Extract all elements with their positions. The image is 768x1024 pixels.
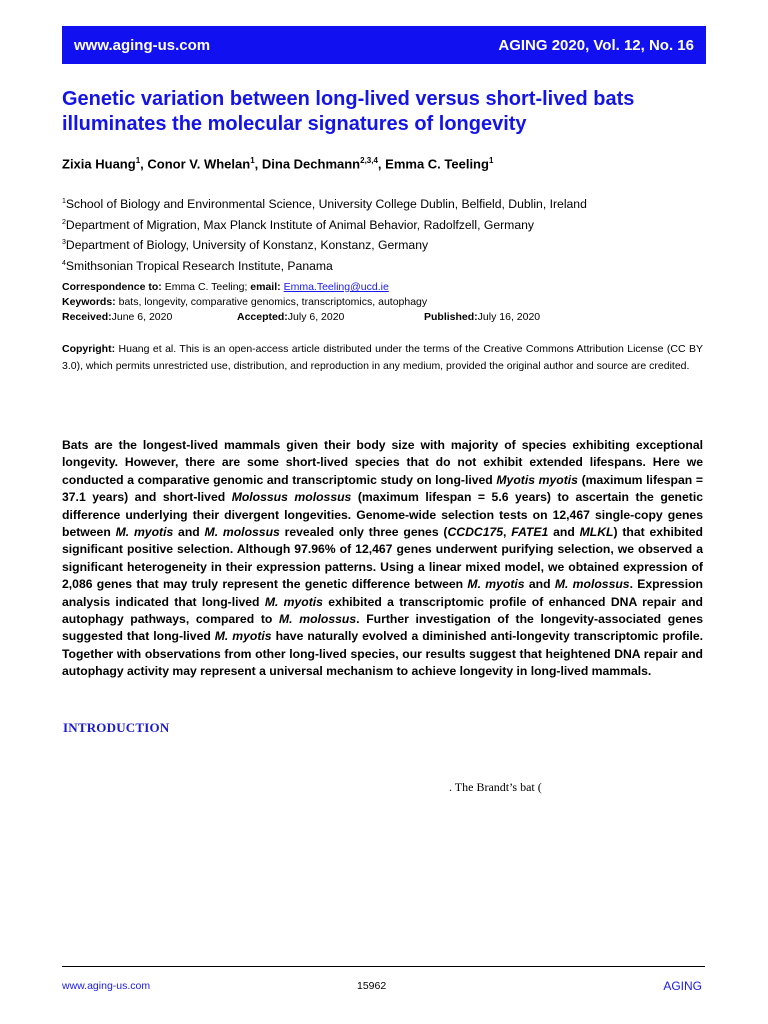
- page-number: 15962: [357, 980, 387, 992]
- abstract-text: and: [548, 525, 580, 540]
- published-label: Published:: [424, 311, 478, 323]
- affiliation-number: 1: [62, 198, 66, 205]
- keywords-text: bats, longevity, comparative genomics, transcriptomics, autophagy: [118, 296, 428, 308]
- footer-journal-name: AGING: [663, 979, 702, 993]
- author-name: Emma C. Teeling: [385, 156, 489, 172]
- affiliation-list: [62, 193, 712, 275]
- affiliation-text: Smithsonian Tropical Research Institute, Panama: [65, 258, 333, 273]
- article-title: Genetic variation between long-lived versus short-lived bats illuminates the molecular signatures of longevity: [62, 88, 635, 135]
- introduction-heading: INTRODUCTION: [63, 720, 170, 735]
- author-separator: ,: [254, 156, 262, 172]
- abstract-italic-term: M. myotis: [467, 577, 525, 592]
- author-list: [62, 156, 712, 171]
- accepted-label: Accepted:: [237, 311, 288, 323]
- abstract-text: . Further investigation of the longevity-associated genes suggested that long-lived: [62, 612, 703, 644]
- author-separator: ,: [140, 156, 148, 172]
- affiliation-item: [62, 255, 712, 276]
- abstract-italic-term: CCDC175: [447, 525, 504, 540]
- abstract-text: (maximum lifespan = 5.6 years) to ascertain the genetic difference underlying their divergent longevities. Genome-wide selection tests on 12,467 single-copy genes between: [62, 490, 703, 540]
- header-journal-ref: AGING 2020, Vol. 12, No. 16: [498, 36, 694, 54]
- affiliation-text: Department of Biology, University of Konstanz, Konstanz, Germany: [65, 238, 429, 253]
- abstract-text: Bats are the longest-lived mammals given their body size with majority of species exhibiting exceptional longevity. However, there are some short-lived species that do not exhibit extended lifespans. Here we conducted a comparative genomic and transcriptomic study on long-lived: [62, 438, 703, 487]
- abstract-italic-term: M. molossus: [204, 525, 280, 540]
- abstract-text: ) that exhibited significant positive selection. Although 97.96% of 12,467 genes underwent purifying selection, we observed a significant heterogeneity in their expression patterns. Using a linear mixed model, we obtained expression of 2,086 genes that may truly represent the genetic difference between: [62, 525, 703, 592]
- author-affiliation-marker: 2,3,4: [360, 156, 378, 165]
- correspondence-line: [62, 280, 712, 295]
- copyright-label: Copyright:: [62, 343, 116, 355]
- author-affiliation-marker: 1: [250, 156, 255, 165]
- affiliation-item: [62, 193, 712, 214]
- received-date: June 6, 2020: [111, 311, 173, 323]
- copyright-text: Huang et al. This is an open-access article distributed under the terms of the Creative Commons Attribution License (CC BY 3.0), which permits unrestricted use, distribution, and reproduction in any medium, provided the original author and source are credited.: [62, 343, 703, 372]
- copyright-notice: [62, 341, 703, 374]
- abstract-italic-term: Myotis myotis: [496, 472, 578, 487]
- affiliation-item: [62, 214, 712, 235]
- author-name: Dina Dechmann: [261, 156, 361, 172]
- footer-divider: [62, 966, 705, 967]
- author-affiliation-marker: 1: [135, 156, 141, 165]
- affiliation-text: School of Biology and Environmental Science, University College Dublin, Belfield, Dublin, Ireland: [65, 197, 587, 212]
- footer-url[interactable]: www.aging-us.com: [62, 980, 151, 992]
- abstract-text: (maximum lifespan = 37.1 years) and short-lived: [62, 472, 703, 505]
- abstract-italic-term: FATE1: [511, 525, 549, 540]
- correspondence-label: Correspondence to:: [62, 281, 162, 293]
- abstract-text: revealed only three genes (: [279, 525, 448, 540]
- affiliation-number: 4: [62, 259, 66, 267]
- abstract-italic-term: M. molossus: [279, 612, 357, 627]
- author-separator: ,: [377, 156, 386, 172]
- abstract-italic-term: M. myotis: [214, 629, 272, 644]
- affiliation-number: 3: [62, 239, 66, 247]
- abstract-italic-term: M. myotis: [264, 594, 323, 609]
- abstract-text: and: [173, 525, 205, 540]
- article-meta: [62, 280, 712, 325]
- introduction-text-fragment: . The Brandt’s bat (: [449, 780, 542, 794]
- abstract-italic-term: MLKL: [579, 525, 614, 540]
- abstract-text: exhibited a transcriptomic profile of enhanced DNA repair and autophagy pathways, compared to: [62, 594, 703, 627]
- published-date: July 16, 2020: [477, 311, 541, 323]
- dates-line: [62, 310, 712, 325]
- abstract-text: . Expression analysis indicated that long-lived: [62, 577, 703, 609]
- affiliation-item: [62, 234, 712, 255]
- abstract-italic-term: M. myotis: [115, 525, 174, 540]
- abstract-italic-term: Molossus molossus: [231, 490, 352, 505]
- abstract-italic-term: M. molossus: [554, 577, 630, 592]
- correspondence-name: Emma C. Teeling;: [164, 281, 248, 293]
- abstract-text: ,: [503, 525, 512, 540]
- received-label: Received:: [62, 311, 112, 323]
- journal-header-bar: [62, 26, 706, 64]
- keywords-line: [62, 295, 712, 310]
- abstract-text: have naturally evolved a diminished anti-longevity transcriptomic profile. Together with observations from other long-lived species, our results suggest that heightened DNA repair and autophagy activity may represent a universal mechanism to achieve longevity in long-lived mammals.: [62, 629, 704, 679]
- abstract-text: and: [524, 577, 555, 592]
- keywords-label: Keywords:: [62, 296, 116, 308]
- header-url[interactable]: www.aging-us.com: [74, 36, 211, 54]
- accepted-date: July 6, 2020: [287, 311, 345, 323]
- affiliation-number: 2: [62, 218, 66, 226]
- affiliation-text: Department of Migration, Max Planck Institute of Animal Behavior, Radolfzell, Germany: [65, 217, 534, 232]
- author-name: Conor V. Whelan: [147, 156, 251, 172]
- abstract-paragraph: [62, 437, 703, 681]
- author-name: Zixia Huang: [62, 156, 136, 172]
- email-label: email:: [250, 281, 281, 293]
- author-affiliation-marker: 1: [488, 156, 494, 165]
- email-link[interactable]: Emma.Teeling@ucd.ie: [283, 281, 389, 293]
